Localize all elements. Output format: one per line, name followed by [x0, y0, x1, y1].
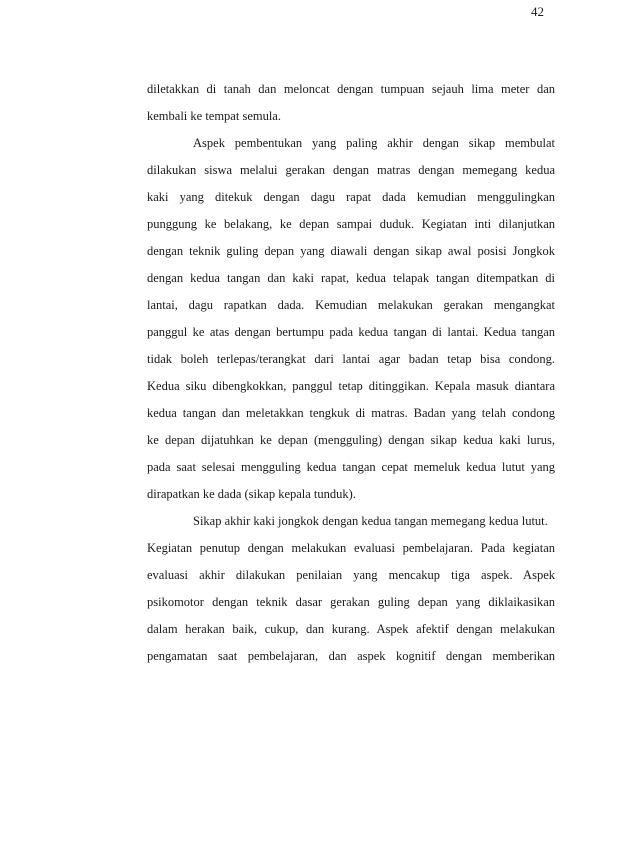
text-line: ke depan dijatuhkan ke depan (mengguling) dengan sikap kedua kaki lurus, [147, 433, 555, 447]
text-line: tidak boleh terlepas/terangkat dari lantai agar badan tetap bisa condong. [147, 352, 555, 366]
text-line: pada saat selesai mengguling kedua tangan cepat memeluk kedua lutut yang [147, 460, 555, 474]
text-line: Kedua siku dibengkokkan, panggul tetap ditinggikan. Kepala masuk diantara [147, 379, 555, 393]
text-line: evaluasi akhir dilakukan penilaian yang mencakup tiga aspek. Aspek [147, 568, 555, 582]
text-line: dirapatkan ke dada (sikap kepala tunduk). [147, 487, 356, 501]
text-line: pengamatan saat pembelajaran, dan aspek kognitif dengan memberikan [147, 649, 555, 663]
text-line: punggung ke belakang, ke depan sampai duduk. Kegiatan inti dilanjutkan [147, 217, 555, 231]
text-line: kembali ke tempat semula. [147, 109, 281, 123]
text-line: diletakkan di tanah dan meloncat dengan tumpuan sejauh lima meter dan [147, 82, 555, 96]
text-line: dengan teknik guling depan yang diawali dengan sikap awal posisi Jongkok [147, 244, 555, 258]
body-text [147, 76, 555, 670]
page-number: 42 [531, 4, 544, 19]
text-line: lantai, dagu rapatkan dada. Kemudian melakukan gerakan mengangkat [147, 298, 555, 312]
text-line: panggul ke atas dengan bertumpu pada kedua tangan di lantai. Kedua tangan [147, 325, 555, 339]
text-line: psikomotor dengan teknik dasar gerakan guling depan yang diklaikasikan [147, 595, 555, 609]
text-line: Sikap akhir kaki jongkok dengan kedua tangan memegang kedua lutut. [193, 514, 548, 528]
text-line: kaki yang ditekuk dengan dagu rapat dada kemudian menggulingkan [147, 190, 555, 204]
text-line: dalam herakan baik, cukup, dan kurang. Aspek afektif dengan melakukan [147, 622, 555, 636]
text-line: Kegiatan penutup dengan melakukan evaluasi pembelajaran. Pada kegiatan [147, 541, 555, 555]
text-line: dilakukan siswa melalui gerakan dengan matras dengan memegang kedua [147, 163, 555, 177]
text-line: Aspek pembentukan yang paling akhir dengan sikap membulat [193, 136, 555, 150]
text-line: dengan kedua tangan dan kaki rapat, kedua telapak tangan ditempatkan di [147, 271, 555, 285]
text-line: kedua tangan dan meletakkan tengkuk di matras. Badan yang telah condong [147, 406, 555, 420]
